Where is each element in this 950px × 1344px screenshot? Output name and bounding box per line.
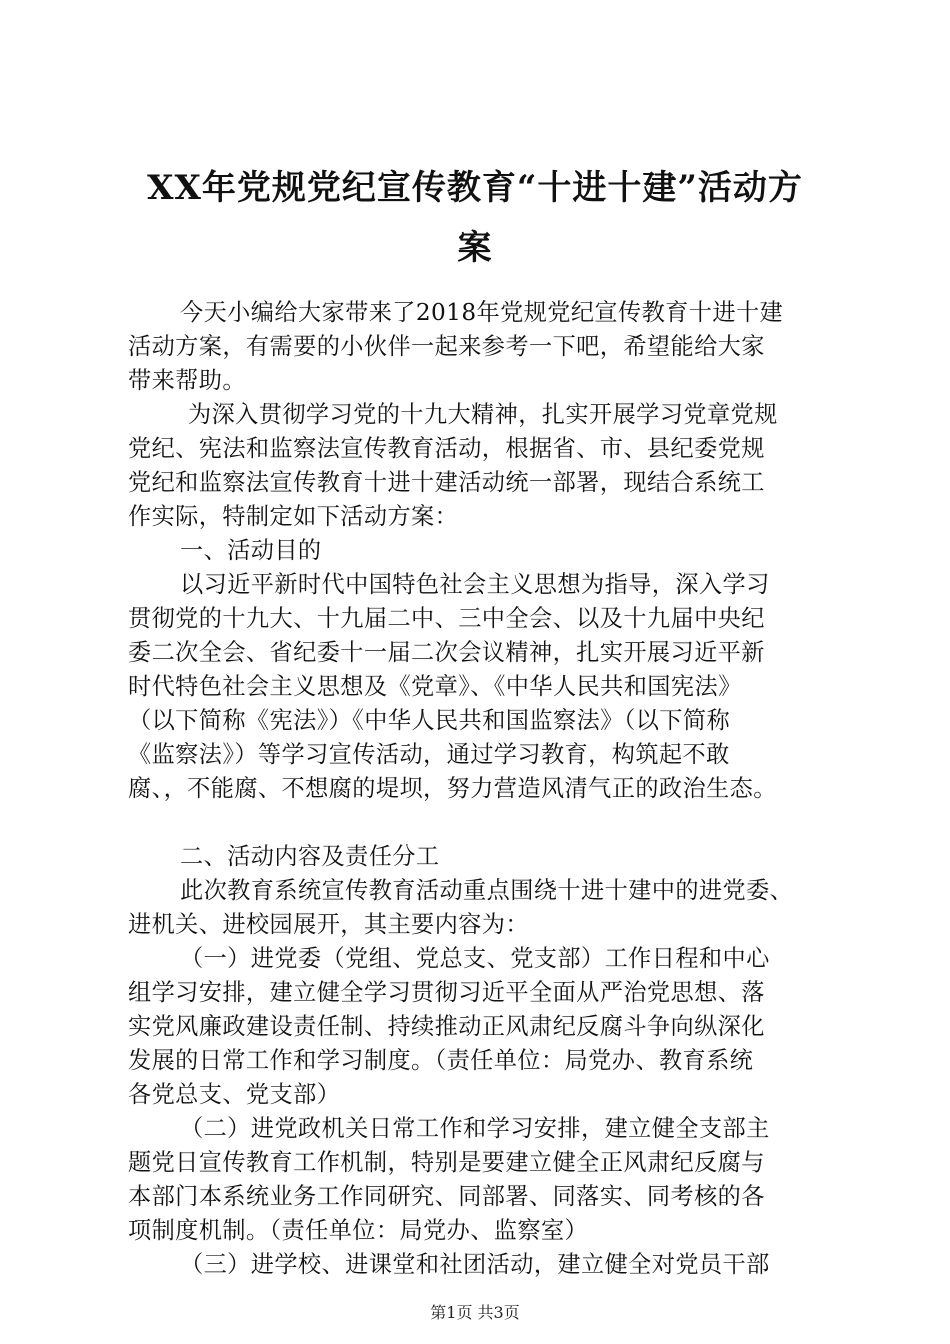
paragraph-line: 以习近平新时代中国特色社会主义思想为指导，深入学习 xyxy=(180,571,770,598)
list-item-line: （一）进党委（党组、党总支、党支部）工作日程和中心 xyxy=(180,945,770,972)
paragraph-line: 党纪和监察法宣传教育十进十建活动统一部署，现结合系统工 xyxy=(128,469,765,496)
paragraph-line: 腐、，不能腐、不想腐的堤坝，努力营造风清气正的政治生态。 xyxy=(128,775,777,802)
paragraph-line: 贯彻党的十九大、十九届二中、三中全会、以及十九届中央纪 xyxy=(128,605,765,632)
list-item-line: 项制度机制。（责任单位：局党办、监察室） xyxy=(128,1217,589,1244)
paragraph-line: 党纪、宪法和监察法宣传教育活动，根据省、市、县纪委党规 xyxy=(128,435,765,462)
paragraph-line: 《监察法》）等学习宣传活动，通过学习教育，构筑起不敢 xyxy=(128,741,730,768)
list-item-line: 组学习安排，建立健全学习贯彻习近平全面从严治党思想、落 xyxy=(128,979,765,1006)
section-heading-2: 二、活动内容及责任分工 xyxy=(180,843,440,870)
paragraph-line: 委二次全会、省纪委十一届二次会议精神，扎实开展习近平新 xyxy=(128,639,765,666)
document-title-line-2: 案 xyxy=(457,228,493,268)
list-item-line: 本部门本系统业务工作同研究、同部署、同落实、同考核的各 xyxy=(128,1183,765,1210)
section-heading-1: 一、活动目的 xyxy=(180,537,322,564)
paragraph-line: 为深入贯彻学习党的十九大精神，扎实开展学习党章党规 xyxy=(188,401,778,428)
paragraph-line: 作实际，特制定如下活动方案： xyxy=(128,503,459,530)
paragraph-line: 时代特色社会主义思想及《党章》、《中华人民共和国宪法》 xyxy=(128,673,742,700)
intro-line: 活动方案，有需要的小伙伴一起来参考一下吧，希望能给大家 xyxy=(128,333,765,360)
intro-line: 今天小编给大家带来了2018年党规党纪宣传教育十进十建 xyxy=(180,299,784,326)
list-item-line: 发展的日常工作和学习制度。（责任单位：局党办、教育系统 xyxy=(128,1047,754,1074)
intro-line: 带来帮助。 xyxy=(128,367,246,394)
list-item-line: （三）进学校、进课堂和社团活动，建立健全对党员干部 xyxy=(180,1251,770,1278)
list-item-line: 各党总支、党支部） xyxy=(128,1081,341,1108)
page-footer: 第1页 共3页 xyxy=(430,1303,520,1322)
paragraph-line: 此次教育系统宣传教育活动重点围绕十进十建中的进党委、 xyxy=(180,877,794,904)
list-item-line: 题党日宣传教育工作机制，特别是要建立健全正风肃纪反腐与 xyxy=(128,1149,765,1176)
list-item-line: （二）进党政机关日常工作和学习安排，建立健全支部主 xyxy=(180,1115,770,1142)
document-title-line-1: XX年党规党纪宣传教育“十进十建”活动方 xyxy=(147,168,803,208)
list-item-line: 实党风廉政建设责任制、持续推动正风肃纪反腐斗争向纵深化 xyxy=(128,1013,765,1040)
paragraph-line: 进机关、进校园展开，其主要内容为： xyxy=(128,911,529,938)
paragraph-line: （以下简称《宪法》）《中华人民共和国监察法》（以下简称 xyxy=(128,707,731,734)
